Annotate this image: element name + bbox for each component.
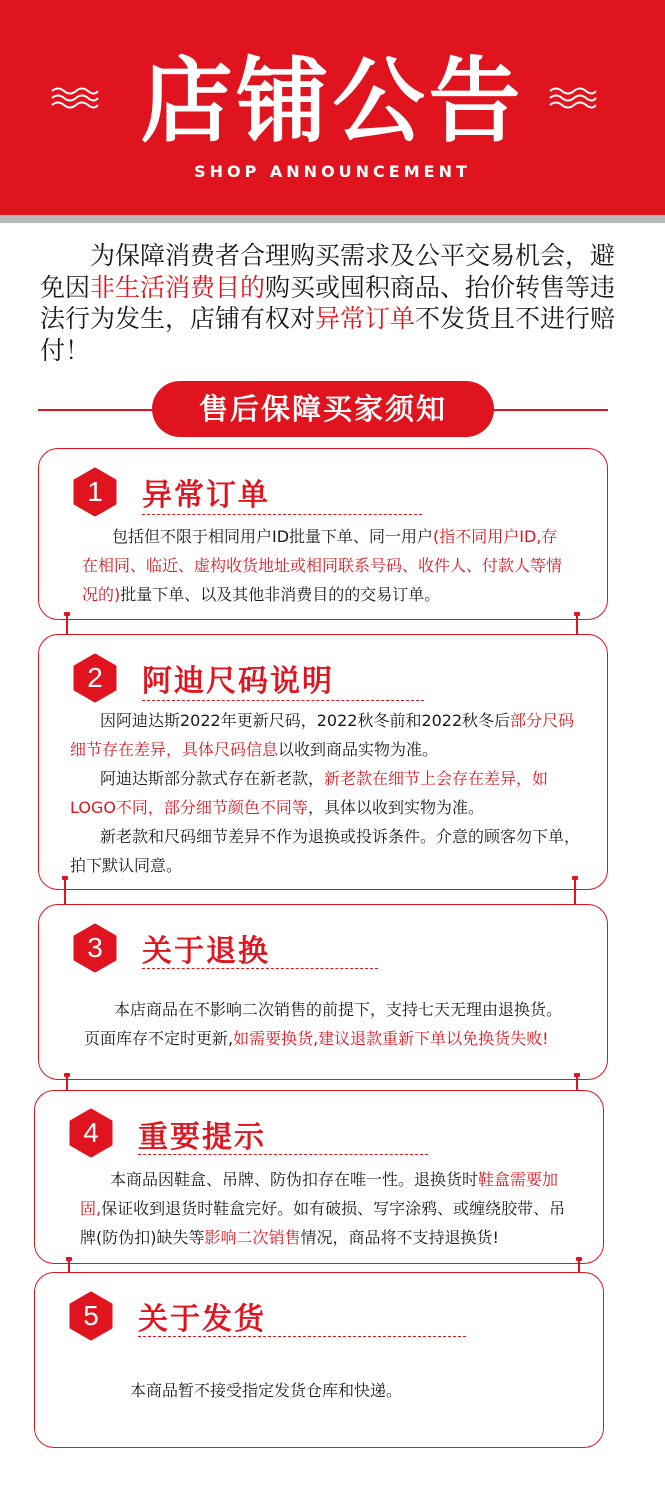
page-title: 店铺公告 <box>140 48 525 155</box>
card-paragraph: 因阿迪达斯2022年更新尺码，2022秋冬前和2022秋冬后部分尺码细节存在差异，具体尺码信息以收到商品实物为准。 <box>70 711 575 759</box>
card-paragraph: 本商品因鞋盒、吊牌、防伪扣存在唯一性。退换货时鞋盒需要加固,保证收到退货时鞋盒完好。如有破损、写字涂鸦、或缠绕胶带、吊牌(防伪扣)缺失等影响二次销售情况，商品将不支持退换货! <box>80 1170 566 1247</box>
notice-card-3 <box>38 904 608 1080</box>
card-paragraph: 页面库存不定时更新,如需要换货,建议退款重新下单以免换货失败! <box>84 1029 549 1048</box>
card-paragraph: 新老款和尺码细节差异不作为退换或投诉条件。介意的顾客勿下单，拍下默认同意。 <box>70 827 581 875</box>
card-paragraph: 本商品暂不接受指定发货仓库和快递。 <box>130 1381 403 1400</box>
header-banner <box>0 0 665 215</box>
number-badge <box>70 467 120 517</box>
number-badge <box>66 1291 116 1341</box>
wave-decoration-icon <box>548 86 598 110</box>
number-badge <box>70 923 120 973</box>
page-subtitle: SHOP ANNOUNCEMENT <box>194 162 471 181</box>
banner-line-right <box>488 409 608 411</box>
card-paragraph: 阿迪达斯部分款式存在新老款，新老款在细节上会存在差异，如LOGO不同，部分细节颜色不同等，具体以收到实物为准。 <box>70 769 549 817</box>
intro-highlight: 非生活消费目的 <box>90 272 266 302</box>
intro-text: 不发货且不进行赔付！ <box>40 304 616 365</box>
intro-notice <box>40 240 630 366</box>
number-badge <box>70 653 120 703</box>
title-divider <box>138 1154 428 1155</box>
card-body <box>100 1376 560 1405</box>
intro-highlight: 异常订单 <box>315 304 416 333</box>
intro-paragraph <box>40 240 630 366</box>
title-divider <box>138 1336 466 1337</box>
card-title: 关于退换 <box>142 934 270 969</box>
card-title: 关于发货 <box>138 1302 266 1337</box>
card-body <box>84 995 584 1053</box>
number-label: 3 <box>87 932 103 963</box>
notice-card-5 <box>34 1272 604 1448</box>
number-label: 4 <box>83 1117 99 1148</box>
card-title: 异常订单 <box>142 478 270 513</box>
banner-line-left <box>38 409 158 411</box>
card-paragraph: 包括但不限于相同用户ID批量下单、同一用户(指不同用户ID,存在相同、临近、虚构收货地址或相同联系号码、收件人、付款人等情况的)批量下单、以及其他非消费目的的交易订单。 <box>82 527 563 604</box>
card-title: 阿迪尺码说明 <box>142 664 334 699</box>
card-body <box>70 706 590 880</box>
card-paragraph: 本店商品在不影响二次销售的前提下，支持七天无理由退换货。 <box>114 1000 563 1019</box>
number-label: 5 <box>83 1300 99 1331</box>
number-label: 2 <box>87 662 103 693</box>
card-body <box>82 522 572 609</box>
number-label: 1 <box>87 476 103 507</box>
intro-text: 购买或囤积商品、抬价转售等违法行为发生，店铺有权对 <box>40 272 616 333</box>
header-divider <box>0 215 665 223</box>
intro-text: 为保障消费者合理购买需求及公平交易机会，避免因 <box>40 241 616 302</box>
number-badge <box>66 1108 116 1158</box>
section-banner: 售后保障买家须知 <box>152 381 494 437</box>
card-title: 重要提示 <box>138 1120 266 1155</box>
title-divider <box>142 514 422 515</box>
title-divider <box>142 968 378 969</box>
title-divider <box>142 700 424 701</box>
card-body <box>80 1165 570 1252</box>
